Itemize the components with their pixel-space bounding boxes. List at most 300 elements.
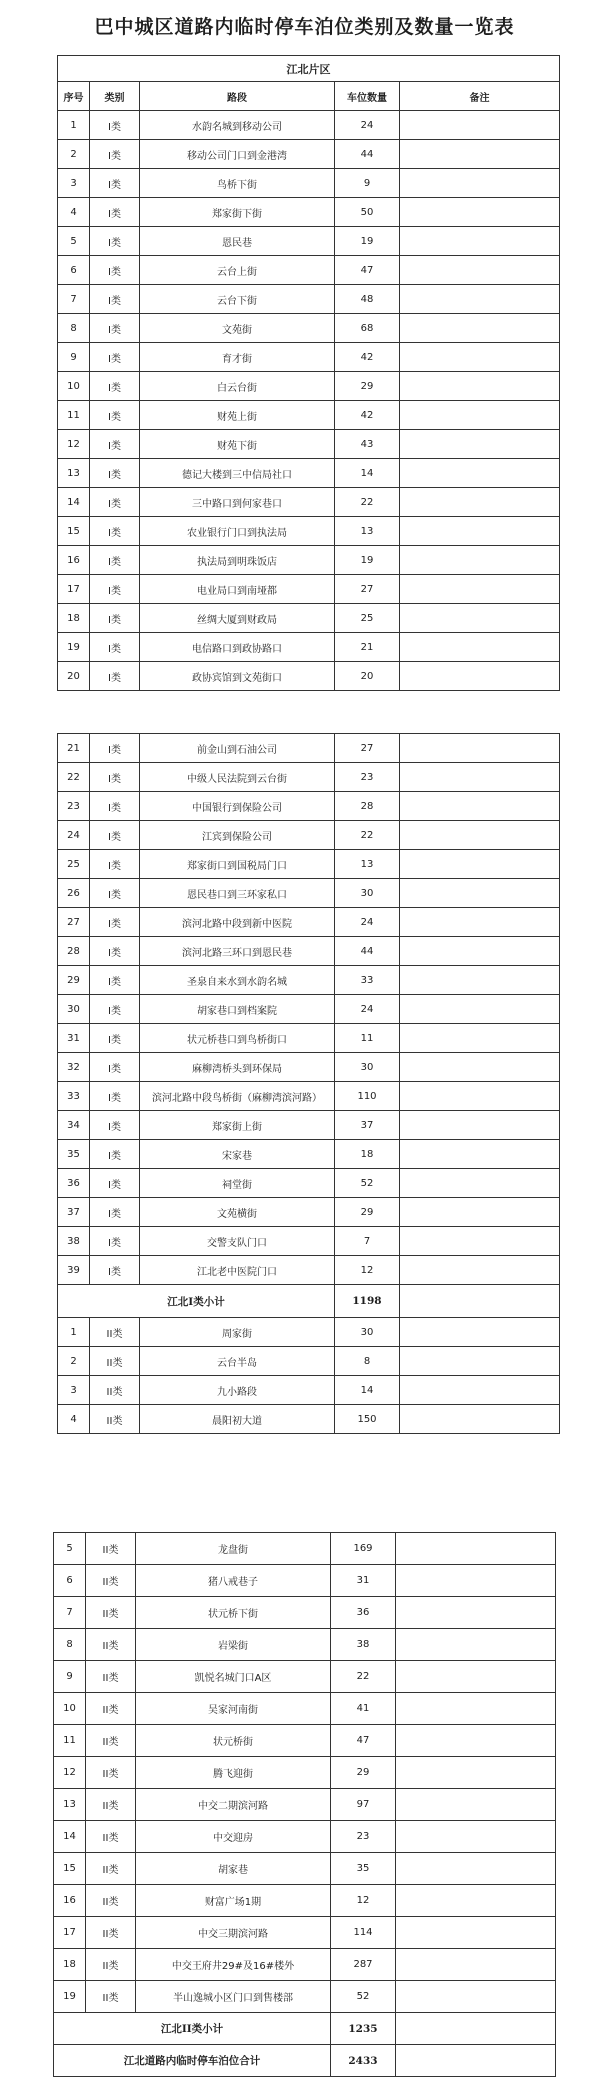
cell-note [400,227,560,256]
subtotal-label: 江北II类小计 [54,2013,331,2045]
cell-no: 16 [58,546,90,575]
cell-road: 腾飞迎街 [136,1757,331,1789]
cell-no: 6 [54,1565,86,1597]
cell-count: 29 [331,1757,396,1789]
cell-note [396,1661,556,1693]
table-row [58,1318,560,1347]
cell-note [400,662,560,691]
cell-note [400,372,560,401]
cell-no: 1 [58,1318,90,1347]
header-no: 序号 [58,82,90,111]
total-label: 江北道路内临时停车泊位合计 [54,2045,331,2077]
cell-no: 3 [58,169,90,198]
cell-no: 19 [58,633,90,662]
cell-count: 7 [335,1227,400,1256]
cell-count: 23 [335,763,400,792]
table-row [54,1661,556,1693]
cell-road: 状元桥巷口到鸟桥街口 [140,1024,335,1053]
cell-no: 14 [54,1821,86,1853]
cell-no: 10 [58,372,90,401]
cell-type: I类 [90,1111,140,1140]
cell-no: 22 [58,763,90,792]
total-note [396,2045,556,2077]
cell-road: 德记大楼到三中信局社口 [140,459,335,488]
table-row [54,1853,556,1885]
cell-no: 13 [54,1789,86,1821]
cell-no: 17 [54,1917,86,1949]
cell-road: 财苑下街 [140,430,335,459]
cell-no: 19 [54,1981,86,2013]
cell-type: I类 [90,604,140,633]
cell-road: 江北老中医院门口 [140,1256,335,1285]
cell-count: 30 [335,1318,400,1347]
cell-road: 水韵名城到移动公司 [140,111,335,140]
cell-no: 29 [58,966,90,995]
cell-type: I类 [90,1082,140,1111]
table-row [54,1981,556,2013]
cell-count: 24 [335,111,400,140]
cell-note [400,821,560,850]
table-row [54,1597,556,1629]
parking-table-part-3 [53,1532,556,2077]
cell-count: 13 [335,517,400,546]
cell-count: 31 [331,1565,396,1597]
cell-count: 52 [331,1981,396,2013]
cell-type: I类 [90,995,140,1024]
cell-type: I类 [90,314,140,343]
cell-note [396,1917,556,1949]
cell-no: 28 [58,937,90,966]
header-note: 备注 [400,82,560,111]
cell-no: 10 [54,1693,86,1725]
cell-count: 22 [335,488,400,517]
cell-road: 胡家巷 [136,1853,331,1885]
cell-count: 23 [331,1821,396,1853]
cell-count: 22 [335,821,400,850]
cell-no: 1 [58,111,90,140]
table-row [58,908,560,937]
cell-road: 育才街 [140,343,335,372]
cell-type: I类 [90,575,140,604]
cell-count: 36 [331,1597,396,1629]
cell-road: 猪八戒巷子 [136,1565,331,1597]
cell-note [400,169,560,198]
cell-type: II类 [86,1629,136,1661]
cell-no: 11 [58,401,90,430]
cell-note [400,401,560,430]
cell-note [396,1981,556,2013]
table-row [58,430,560,459]
cell-road: 文苑街 [140,314,335,343]
cell-road: 电信路口到政协路口 [140,633,335,662]
cell-no: 8 [54,1629,86,1661]
subtotal-note [396,2013,556,2045]
cell-type: II类 [86,1853,136,1885]
cell-type: I类 [90,198,140,227]
cell-road: 恩民巷口到三环家私口 [140,879,335,908]
cell-count: 12 [335,1256,400,1285]
table-row [54,1917,556,1949]
subtotal-note [400,1285,560,1318]
cell-note [400,1318,560,1347]
cell-count: 41 [331,1693,396,1725]
cell-note [400,1376,560,1405]
cell-type: I类 [90,546,140,575]
cell-type: I类 [90,633,140,662]
table-row [58,850,560,879]
cell-type: I类 [90,256,140,285]
table-row [58,662,560,691]
cell-road: 龙盘街 [136,1533,331,1565]
cell-no: 15 [54,1853,86,1885]
cell-no: 5 [58,227,90,256]
cell-road: 白云台街 [140,372,335,401]
subtotal-count: 1198 [335,1285,400,1318]
cell-road: 江宾到保险公司 [140,821,335,850]
cell-note [400,850,560,879]
cell-type: II类 [86,1821,136,1853]
cell-road: 云台半岛 [140,1347,335,1376]
table-row [58,343,560,372]
table-row [58,372,560,401]
cell-note [400,1169,560,1198]
cell-count: 13 [335,850,400,879]
cell-count: 24 [335,908,400,937]
cell-no: 2 [58,140,90,169]
cell-road: 麻柳湾桥头到环保局 [140,1053,335,1082]
table-row [58,879,560,908]
cell-count: 169 [331,1533,396,1565]
cell-type: I类 [90,140,140,169]
table-row [58,821,560,850]
cell-type: I类 [90,821,140,850]
cell-type: I类 [90,1169,140,1198]
table-row [58,792,560,821]
cell-note [400,285,560,314]
cell-note [400,256,560,285]
cell-no: 25 [58,850,90,879]
table-row [58,169,560,198]
cell-note [400,430,560,459]
cell-road: 岩梁街 [136,1629,331,1661]
cell-note [400,546,560,575]
cell-count: 28 [335,792,400,821]
header-road: 路段 [140,82,335,111]
cell-count: 52 [335,1169,400,1198]
cell-road: 半山逸城小区门口到售楼部 [136,1981,331,2013]
table-row [58,575,560,604]
cell-type: I类 [90,343,140,372]
cell-type: II类 [86,1757,136,1789]
table-row [58,1024,560,1053]
cell-road: 祠堂街 [140,1169,335,1198]
cell-road: 郑家街口到国税局门口 [140,850,335,879]
cell-count: 50 [335,198,400,227]
cell-note [400,111,560,140]
cell-type: I类 [90,662,140,691]
cell-no: 9 [54,1661,86,1693]
cell-note [396,1757,556,1789]
header-count: 车位数量 [335,82,400,111]
cell-note [396,1789,556,1821]
cell-type: I类 [90,1227,140,1256]
cell-note [400,1053,560,1082]
cell-no: 18 [54,1949,86,1981]
cell-type: I类 [90,879,140,908]
cell-road: 丝绸大厦到财政局 [140,604,335,633]
cell-note [396,1565,556,1597]
cell-count: 44 [335,140,400,169]
cell-type: I类 [90,401,140,430]
cell-type: II类 [90,1347,140,1376]
cell-type: I类 [90,1256,140,1285]
cell-road: 文苑横街 [140,1198,335,1227]
cell-road: 前金山到石油公司 [140,734,335,763]
cell-type: I类 [90,459,140,488]
table-row [54,1565,556,1597]
cell-road: 中交三期滨河路 [136,1917,331,1949]
cell-count: 47 [331,1725,396,1757]
cell-note [400,633,560,662]
cell-note [400,1198,560,1227]
cell-note [396,1597,556,1629]
page-title: 巴中城区道路内临时停车泊位类别及数量一览表 [94,16,515,38]
total-count: 2433 [331,2045,396,2077]
cell-count: 22 [331,1661,396,1693]
table-row [58,734,560,763]
table-row [58,604,560,633]
cell-type: II类 [86,1949,136,1981]
cell-type: II类 [90,1318,140,1347]
cell-no: 4 [58,1405,90,1434]
cell-type: I类 [90,1024,140,1053]
cell-type: I类 [90,1198,140,1227]
cell-no: 8 [58,314,90,343]
cell-note [400,140,560,169]
cell-note [400,734,560,763]
cell-type: I类 [90,966,140,995]
cell-type: II类 [86,1565,136,1597]
cell-note [400,1347,560,1376]
cell-no: 17 [58,575,90,604]
cell-no: 20 [58,662,90,691]
cell-road: 三中路口到何家巷口 [140,488,335,517]
cell-count: 11 [335,1024,400,1053]
cell-no: 13 [58,459,90,488]
cell-no: 32 [58,1053,90,1082]
cell-note [396,1885,556,1917]
cell-road: 农业银行门口到执法局 [140,517,335,546]
cell-type: II类 [86,1981,136,2013]
cell-type: II类 [86,1885,136,1917]
cell-note [400,488,560,517]
cell-count: 33 [335,966,400,995]
cell-no: 23 [58,792,90,821]
cell-no: 35 [58,1140,90,1169]
cell-note [396,1629,556,1661]
table-row [58,1140,560,1169]
cell-type: II类 [86,1533,136,1565]
table-row [58,1111,560,1140]
cell-road: 滨河北路中段鸟桥街（麻柳湾滨河路） [140,1082,335,1111]
table-row [58,1198,560,1227]
cell-no: 33 [58,1082,90,1111]
cell-note [400,1024,560,1053]
cell-road: 云台上街 [140,256,335,285]
cell-no: 5 [54,1533,86,1565]
cell-no: 7 [54,1597,86,1629]
cell-road: 中国银行到保险公司 [140,792,335,821]
cell-road: 政协宾馆到文苑街口 [140,662,335,691]
cell-road: 郑家街上街 [140,1111,335,1140]
cell-road: 郑家街下街 [140,198,335,227]
cell-count: 27 [335,575,400,604]
cell-type: I类 [90,850,140,879]
cell-note [400,1140,560,1169]
cell-note [400,314,560,343]
cell-no: 18 [58,604,90,633]
table-row [58,140,560,169]
cell-road: 交警支队门口 [140,1227,335,1256]
cell-count: 12 [331,1885,396,1917]
cell-note [400,517,560,546]
cell-no: 37 [58,1198,90,1227]
cell-no: 11 [54,1725,86,1757]
cell-count: 287 [331,1949,396,1981]
cell-no: 34 [58,1111,90,1140]
cell-note [400,604,560,633]
table-row [54,1949,556,1981]
cell-count: 114 [331,1917,396,1949]
cell-count: 48 [335,285,400,314]
table-row [58,459,560,488]
table-row [54,1533,556,1565]
table-row [58,227,560,256]
cell-count: 97 [331,1789,396,1821]
cell-no: 3 [58,1376,90,1405]
cell-note [400,995,560,1024]
cell-note [396,1949,556,1981]
cell-type: II类 [86,1693,136,1725]
table-row [54,1757,556,1789]
cell-road: 晨阳初大道 [140,1405,335,1434]
cell-note [400,763,560,792]
cell-road: 中级人民法院到云台街 [140,763,335,792]
cell-road: 滨河北路中段到新中医院 [140,908,335,937]
cell-count: 19 [335,546,400,575]
cell-count: 20 [335,662,400,691]
cell-road: 中交迎房 [136,1821,331,1853]
cell-type: I类 [90,734,140,763]
cell-type: II类 [86,1725,136,1757]
cell-count: 24 [335,995,400,1024]
table-row [58,488,560,517]
cell-road: 九小路段 [140,1376,335,1405]
cell-no: 2 [58,1347,90,1376]
subtotal-count: 1235 [331,2013,396,2045]
cell-no: 14 [58,488,90,517]
cell-count: 14 [335,459,400,488]
cell-note [400,792,560,821]
table-row [54,1789,556,1821]
cell-no: 12 [58,430,90,459]
cell-no: 39 [58,1256,90,1285]
cell-no: 15 [58,517,90,546]
cell-no: 12 [54,1757,86,1789]
cell-count: 42 [335,343,400,372]
cell-count: 21 [335,633,400,662]
cell-road: 财苑上街 [140,401,335,430]
table-row [58,1256,560,1285]
cell-count: 27 [335,734,400,763]
cell-type: I类 [90,517,140,546]
cell-note [400,343,560,372]
table-row [58,763,560,792]
cell-type: I类 [90,488,140,517]
cell-count: 47 [335,256,400,285]
cell-no: 30 [58,995,90,1024]
cell-road: 宋家巷 [140,1140,335,1169]
table-row [58,111,560,140]
cell-no: 24 [58,821,90,850]
cell-type: I类 [90,285,140,314]
cell-count: 68 [335,314,400,343]
cell-type: I类 [90,227,140,256]
cell-count: 43 [335,430,400,459]
cell-road: 移动公司门口到金港湾 [140,140,335,169]
cell-road: 鸟桥下街 [140,169,335,198]
cell-type: I类 [90,169,140,198]
cell-no: 9 [58,343,90,372]
cell-road: 凯悦名城门口A区 [136,1661,331,1693]
cell-count: 25 [335,604,400,633]
cell-road: 状元桥下街 [136,1597,331,1629]
cell-count: 38 [331,1629,396,1661]
cell-road: 财富广场1期 [136,1885,331,1917]
cell-type: II类 [86,1661,136,1693]
cell-note [396,1693,556,1725]
cell-count: 8 [335,1347,400,1376]
cell-type: I类 [90,1140,140,1169]
cell-note [400,879,560,908]
parking-table-part-2 [57,733,560,1434]
table-row [54,1629,556,1661]
cell-type: II类 [86,1789,136,1821]
cell-road: 周家街 [140,1318,335,1347]
cell-count: 9 [335,169,400,198]
cell-count: 29 [335,372,400,401]
table-row [58,1053,560,1082]
table-row [58,198,560,227]
cell-road: 电业局口到南垭都 [140,575,335,604]
table-row [58,314,560,343]
cell-note [396,1533,556,1565]
table-row [58,1227,560,1256]
cell-no: 6 [58,256,90,285]
cell-type: I类 [90,937,140,966]
cell-note [396,1821,556,1853]
cell-note [400,1256,560,1285]
cell-note [400,459,560,488]
cell-type: I类 [90,1053,140,1082]
cell-type: I类 [90,430,140,459]
table-row [54,1725,556,1757]
header-type: 类别 [90,82,140,111]
cell-no: 27 [58,908,90,937]
cell-note [400,1111,560,1140]
table-row [54,1885,556,1917]
cell-count: 30 [335,879,400,908]
